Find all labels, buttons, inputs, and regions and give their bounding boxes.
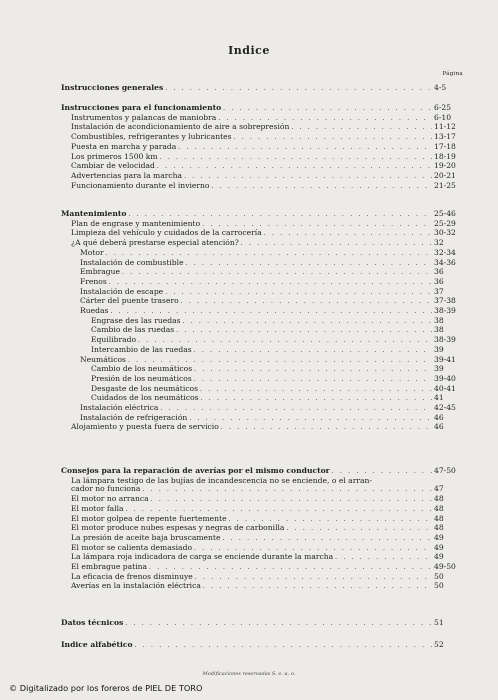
toc-leader-dots: [223, 105, 432, 114]
toc-entry-page: 6-25: [434, 103, 452, 112]
toc-entry-title: El embrague patina: [71, 562, 148, 572]
toc-leader-dots: [176, 327, 432, 336]
toc-entry-title: La eficacia de frenos disminuye: [71, 571, 193, 581]
toc-entry-page: 52: [434, 640, 444, 649]
toc-leader-dots: [194, 376, 432, 385]
toc-entry-title: Instalación de refrigeración: [80, 412, 188, 422]
toc-entry-title: Instalación de combustible: [80, 257, 184, 267]
toc-leader-dots: [221, 424, 432, 433]
toc-leader-dots: [165, 289, 432, 298]
toc-leader-dots: [201, 395, 432, 404]
toc-entry-page: 48: [434, 494, 444, 504]
toc-entry-title: El motor falla: [71, 503, 124, 513]
toc-entry: [61, 423, 464, 433]
toc-leader-dots: [189, 415, 432, 424]
toc-entry-title: Instalación de escape: [80, 286, 164, 296]
toc-entry-title: Engrase des las ruedas: [91, 315, 181, 325]
toc-entry-title: Neumáticos: [80, 354, 126, 364]
toc-leader-dots: [142, 486, 432, 495]
toc-entry-page: 40-41: [434, 383, 456, 393]
toc-section: [61, 210, 464, 433]
toc-entry-page: 38: [434, 325, 444, 335]
toc-entry-page: 37-38: [434, 296, 456, 306]
toc-entry-page: 51: [434, 618, 444, 627]
toc-entry-page: 38: [434, 315, 444, 325]
toc-entry-page: 39: [434, 344, 444, 354]
toc-leader-dots: [151, 496, 432, 505]
toc-entry-page: 17-18: [434, 141, 456, 151]
toc-entry-page: 50: [434, 571, 444, 581]
toc-entry-page: 4-5: [434, 83, 447, 92]
toc-leader-dots: [160, 154, 432, 163]
toc-leader-dots: [160, 405, 432, 414]
toc-entry-page: 46: [434, 412, 444, 422]
toc-entry-title: Puesta en marcha y parada: [71, 141, 177, 151]
toc-entry-title: Instrucciones generales: [61, 83, 164, 92]
toc-entry-title: Cuidados de los neumáticos: [91, 393, 199, 403]
toc-leader-dots: [178, 144, 432, 153]
toc-entry-title: Instrumentos y palancas de maniobra: [71, 112, 217, 122]
toc-entry-page: 36: [434, 276, 444, 286]
toc-entry-title: Instalación de acondicionamiento de aire a sobrepresión: [71, 122, 290, 132]
toc-entry-title: Funcionamiento durante el invierno: [71, 180, 210, 190]
toc-entry-page: 41: [434, 393, 444, 403]
toc-entry-title: La presión de aceite baja bruscamente: [71, 532, 221, 542]
toc-entry-page: 34-36: [434, 257, 456, 267]
toc-entry-title: Alojamiento y puesta fuera de servicio: [71, 422, 219, 432]
toc-leader-dots: [335, 554, 432, 563]
toc-entry-page: 25-46: [434, 209, 456, 218]
toc-entry-page: 11-12: [434, 122, 456, 132]
toc-entry: [61, 182, 464, 192]
toc-leader-dots: [195, 574, 432, 583]
toc-leader-dots: [241, 240, 432, 249]
toc-entry-page: 20-21: [434, 170, 456, 180]
toc-leader-dots: [286, 525, 432, 534]
toc-section: [61, 619, 464, 629]
toc-leader-dots: [194, 366, 432, 375]
toc-leader-dots: [183, 318, 433, 327]
toc-leader-dots: [234, 134, 432, 143]
toc-entry-title: El motor no arranca: [71, 494, 149, 504]
toc-entry-page: 48: [434, 523, 444, 533]
toc-entry-title: cador no funciona: [71, 484, 141, 494]
toc-entry-title: El motor golpea de repente fuertemente: [71, 513, 227, 523]
toc-entry-page: 37: [434, 286, 444, 296]
toc-entry-title: Instalación eléctrica: [80, 403, 159, 413]
toc-entry-page: 32: [434, 238, 444, 248]
toc-entry-page: 49: [434, 552, 444, 562]
toc-leader-dots: [186, 260, 432, 269]
toc-entry-page: 6-10: [434, 112, 452, 122]
toc-entry-page: 49: [434, 532, 444, 542]
toc-entry-page: 48: [434, 513, 444, 523]
toc-entry-page: 39: [434, 364, 444, 374]
toc-entry-page: 47-50: [434, 466, 456, 475]
toc-leader-dots: [194, 347, 432, 356]
toc-entry-page: 42-45: [434, 403, 456, 413]
toc-entry-title: La lámpara roja indicadora de carga se enciende durante la marcha: [71, 552, 334, 562]
toc-leader-dots: [181, 298, 432, 307]
toc-entry-title: La lámpara testigo de las bujías de incandescencia no se enciende, o el arran-: [71, 475, 372, 485]
toc-leader-dots: [203, 583, 432, 592]
toc-entry-page: 39-40: [434, 373, 456, 383]
toc-entry-page: 36: [434, 267, 444, 277]
toc-entry-title: Averías en la instalación eléctrica: [71, 581, 201, 591]
page-column-header: Página: [442, 71, 463, 77]
toc-entry-title: Los primeros 1500 km: [71, 151, 158, 161]
toc-entry: [61, 239, 464, 249]
toc-leader-dots: [184, 173, 432, 182]
toc-entry-page: 13-17: [434, 132, 456, 142]
toc-leader-dots: [222, 535, 432, 544]
toc-entry-page: 25-29: [434, 218, 456, 228]
toc-leader-dots: [212, 183, 433, 192]
toc-entry-title: Equilibrado: [91, 335, 137, 345]
toc-entry-title: El motor se calienta demasiado: [71, 542, 193, 552]
toc-entry-page: 32-34: [434, 247, 456, 257]
toc-entry-title: Limpieza del vehículo y cuidados de la carrocería: [71, 228, 262, 238]
toc-entry-page: 49: [434, 542, 444, 552]
toc-leader-dots: [264, 230, 432, 239]
toc-entry-page: 21-25: [434, 180, 456, 190]
toc-entry: [61, 268, 464, 278]
toc-entry-page: 47: [434, 484, 444, 494]
toc-leader-dots: [200, 386, 432, 395]
toc-leader-dots: [291, 124, 432, 133]
toc-entry-title: Combustibles, refrigerantes y lubricantes: [71, 132, 232, 142]
toc-entry-title: Desgaste de los neumáticos: [91, 383, 199, 393]
toc-entry: [61, 259, 464, 269]
toc-entry-title: Datos técnicos: [61, 618, 124, 627]
toc-entry-title: Cárter del puente trasero: [80, 296, 179, 306]
toc-section: [61, 641, 464, 651]
toc-entry-page: 39-41: [434, 354, 456, 364]
toc-entry-page: 38-39: [434, 306, 456, 316]
toc-entry-title: El motor produce nubes espesas y negras de carbonilla: [71, 523, 285, 533]
toc-section: [61, 84, 464, 94]
toc-entry-page: 48: [434, 503, 444, 513]
toc-entry-title: Cambio de los neumáticos: [91, 364, 193, 374]
toc-entry-page: 46: [434, 422, 444, 432]
toc-entry-title: Motor: [80, 247, 104, 257]
toc-section: [61, 467, 464, 592]
toc-entry: [61, 641, 464, 651]
toc-entry-title: Instrucciones para el funcionamiento: [61, 103, 222, 112]
toc-entry: [61, 619, 464, 629]
toc-entry-title: Consejos para la reparación de averías por el mismo conductor: [61, 466, 330, 475]
toc-leader-dots: [125, 620, 432, 629]
toc-entry-title: Ruedas: [80, 306, 109, 316]
toc-entry-page: 19-20: [434, 161, 456, 171]
toc-entry-page: 49-50: [434, 562, 456, 572]
toc-entry-page: 38-39: [434, 335, 456, 345]
toc-entry: [61, 582, 464, 592]
toc-leader-dots: [122, 269, 432, 278]
toc-leader-dots: [135, 642, 432, 651]
toc-section: [61, 104, 464, 191]
toc-entry-title: Indice alfabético: [61, 640, 133, 649]
toc-entry-page: 50: [434, 581, 444, 591]
toc-entry-title: Embrague: [80, 267, 121, 277]
toc-entry-page: 30-32: [434, 228, 456, 238]
toc-entry-title: Cambiar de velocidad: [71, 161, 155, 171]
toc-leader-dots: [165, 85, 432, 94]
toc-entry-title: Intercambio de las ruedas: [91, 344, 192, 354]
toc-entry: [61, 297, 464, 307]
toc-entry-page: 18-19: [434, 151, 456, 161]
toc-entry-title: Plan de engrase y mantenimiento: [71, 218, 201, 228]
toc-entry-title: ¿A qué deberá prestarse especial atención?: [71, 238, 239, 248]
toc-entry-title: Presión de los neumáticos: [91, 373, 192, 383]
toc-entry-title: Cambio de las ruedas: [91, 325, 175, 335]
toc-entry: [61, 84, 464, 94]
toc-leader-dots: [157, 163, 432, 172]
toc-entry-title: Frenos: [80, 276, 107, 286]
toc-entry-title: Mantenimiento: [61, 209, 127, 218]
footer-note: Modificaciones reservadas S. e. u. o.: [202, 671, 296, 677]
toc-entry-title: Advertencias para la marcha: [71, 170, 183, 180]
page-title: Indice: [228, 44, 270, 57]
credit-text: © Digitalizado por los foreros de PIEL DE TORO: [9, 683, 203, 693]
